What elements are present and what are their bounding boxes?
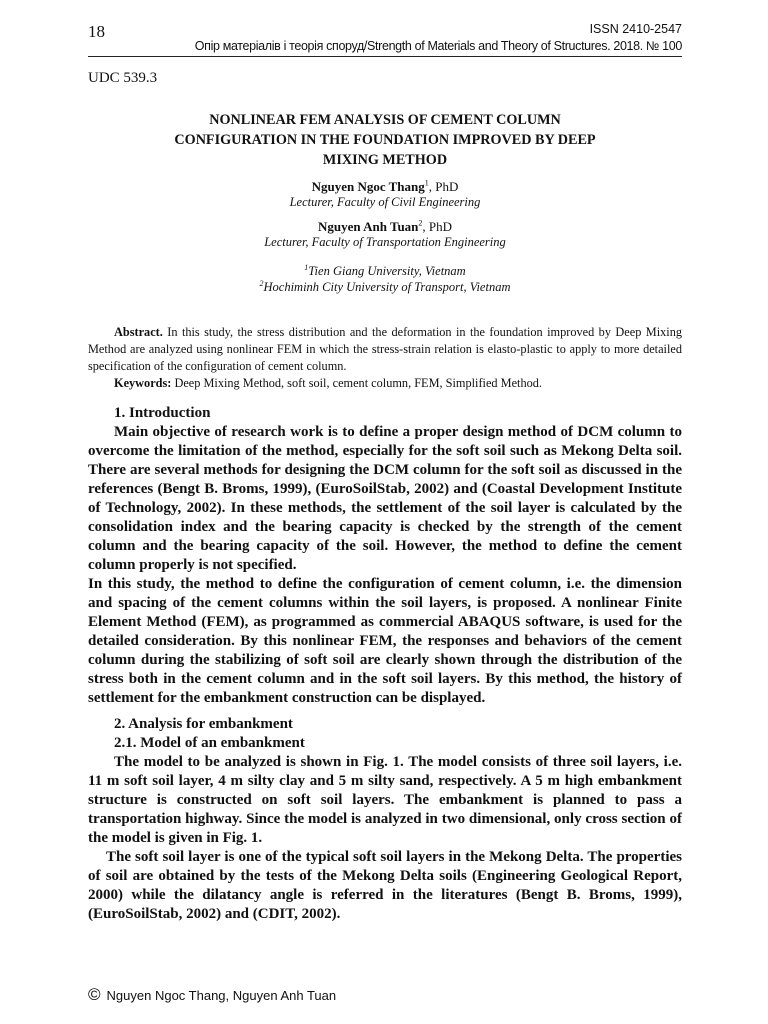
copyright-symbol: © <box>88 985 101 1004</box>
footer <box>88 985 336 1005</box>
paper-title <box>88 110 682 170</box>
paragraph: Main objective of research work is to define a proper design method of DCM column to overcome the limitation of the method, especially for the soft soil such as Mekong Delta soil. There are several methods for designing the DCM column for the soft soil as discussed in the references (Bengt B. Broms, 1999), (EuroSoilStab, 2002) and (Coastal Development Institute of Technology, 2002). In these methods, the settlement of the soil layer is calculated by the consolidation index and the bearing capacity is checked by the strength of the cement column and the bearing capacity of the soil. However, the method to define the cement column properly is not specified. <box>88 424 682 573</box>
affiliation-2 <box>88 280 682 295</box>
section-heading: 1. Introduction <box>114 405 211 421</box>
author-position: Lecturer, Faculty of Civil Engineering <box>289 195 481 209</box>
affiliation-1 <box>88 264 682 279</box>
keywords-paragraph <box>88 375 682 392</box>
abstract-paragraph <box>88 324 682 375</box>
title-line: CONFIGURATION IN THE FOUNDATION IMPROVED BY DEEP <box>174 132 596 148</box>
abstract-text: In this study, the stress distribution and the deformation in the foundation improved by Deep Mixing Method are analyzed using nonlinear FEM in which the stress-strain relation is elasto-plastic to apply to more detailed specification of the configuration of cement column. <box>88 325 682 373</box>
affiliation-sup: 2 <box>259 278 264 288</box>
abstract-label: Abstract. <box>114 325 163 339</box>
author-2 <box>88 219 682 235</box>
affiliation-text: Hochiminh City University of Transport, Vietnam <box>263 280 511 294</box>
paragraph: The soft soil layer is one of the typical soft soil layers in the Mekong Delta. The properties of soil are obtained by the tests of the Mekong Delta soils (Engineering Geological Report, 2000) while the dilatancy angle is referred in the literatures (Bengt B. Broms, 1999), (EuroSoilStab, 2002) and (CDIT, 2002). <box>88 849 682 922</box>
author-sup: 2 <box>418 218 423 228</box>
keywords-label: Keywords: <box>114 376 172 390</box>
paragraph: The model to be analyzed is shown in Fig. 1. The model consists of three soil layers, i.e. 11 m soft soil layer, 4 m silty clay and 5 m silty sand, respectively. A 5 m high embankment structure is constructed on soft soil layers. The embankment is planned to pass a transportation highway. Since the model is analyzed in two dimensional, only cross section of the model is given in Fig. 1. <box>88 754 682 846</box>
abstract <box>88 324 682 392</box>
affiliation-sup: 1 <box>304 262 309 272</box>
journal-header: Опір матеріалів і теорія споруд/Strength of Materials and Theory of Structures. 2018. № 100 <box>194 39 682 53</box>
page-number: 18 <box>88 22 105 41</box>
issn: ISSN 2410-2547 <box>589 22 682 36</box>
author-name: Nguyen Ngoc Thang <box>311 179 425 194</box>
author-name: Nguyen Anh Tuan <box>317 219 419 234</box>
subsection-heading: 2.1. Model of an embankment <box>114 735 305 751</box>
affiliation-text: Tien Giang University, Vietnam <box>308 264 466 278</box>
header-rule <box>88 56 682 57</box>
footer-text: Nguyen Ngoc Thang, Nguyen Anh Tuan <box>106 988 337 1003</box>
title-line: NONLINEAR FEM ANALYSIS OF CEMENT COLUMN <box>209 112 561 128</box>
author-position: Lecturer, Faculty of Transportation Engineering <box>264 235 506 249</box>
author-1 <box>88 179 682 195</box>
body-text <box>88 404 682 924</box>
title-line: MIXING METHOD <box>322 152 448 168</box>
paragraph: In this study, the method to define the configuration of cement column, i.e. the dimension and spacing of the cement columns within the soil layers, is proposed. A nonlinear Finite Element Method (FEM), as programmed as commercial ABAQUS software, is used for the detailed consideration. By this nonlinear FEM, the responses and behaviors of the cement column during the stabilizing of soft soil are clearly shown through the distribution of the stress both in the cement column and in the soft soil layers. By this method, the history of settlement for the embankment construction can be displayed. <box>88 576 682 706</box>
author-sup: 1 <box>424 178 429 188</box>
section-heading: 2. Analysis for embankment <box>114 716 293 732</box>
udc-code: UDC 539.3 <box>88 70 158 86</box>
keywords-text: Deep Mixing Method, soft soil, cement column, FEM, Simplified Method. <box>171 376 542 390</box>
author-degree: , PhD <box>428 179 459 194</box>
author-degree: , PhD <box>422 219 453 234</box>
